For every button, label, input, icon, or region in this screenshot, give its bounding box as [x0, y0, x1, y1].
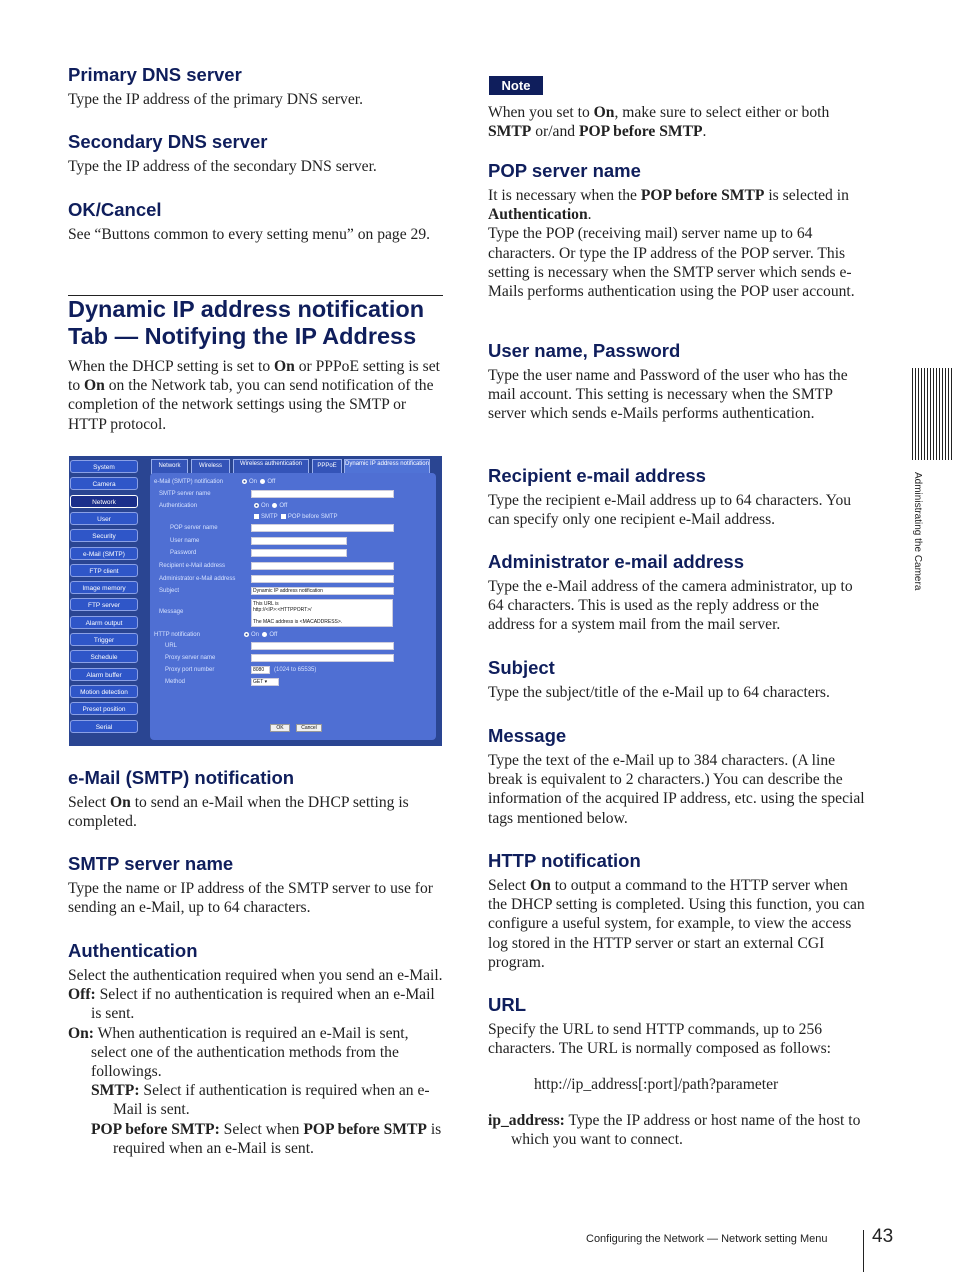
- shot-email-radio[interactable]: On Off: [242, 479, 275, 485]
- heading-email-notif: e-Mail (SMTP) notification: [68, 767, 295, 788]
- user-pass-section: [488, 340, 866, 424]
- text-admin: Type the e-Mail address of the camera administrator, up to 64 characters. This is used as the reply address or the address for a system mail from the mail server.: [488, 578, 853, 634]
- message-section: [488, 725, 866, 828]
- text-auth: Select the authentication required when you send an e-Mail.: [68, 967, 443, 984]
- text-auth-smtp: SMTP: Select if authentication is required when an e-Mail is sent.: [91, 1082, 430, 1119]
- heading-ok-cancel: OK/Cancel: [68, 199, 162, 220]
- text-secondary-dns: Type the IP address of the secondary DNS server.: [68, 158, 377, 175]
- shot-sidebar-item[interactable]: Serial: [70, 720, 138, 733]
- subject-section: [488, 657, 866, 702]
- footer-divider: [863, 1230, 864, 1272]
- shot-label-proxy-name: Proxy server name: [165, 655, 216, 661]
- shot-tab[interactable]: Wireless authentication: [233, 459, 309, 474]
- heading-secondary-dns: Secondary DNS server: [68, 131, 268, 152]
- url-example: http://ip_address[:port]/path?parameter: [534, 1076, 779, 1094]
- text-user-pass: Type the user name and Password of the user who has the mail account. This setting is necessary when the SMTP server which sends e-Mails performs authentication.: [488, 367, 848, 423]
- email-notif-section: [68, 767, 444, 831]
- shot-label-smtp: SMTP server name: [159, 491, 211, 497]
- shot-label-message: Message: [159, 609, 184, 615]
- text-http: Select On to output a command to the HTTP server when the DHCP setting is completed. Using this function, you can configure a useful system, for example, to view the access log stored in the HTTP server or start an external CGI program.: [488, 877, 865, 971]
- url-section: [488, 994, 866, 1149]
- shot-label-subject: Subject: [159, 588, 180, 594]
- heading-pop-name: POP server name: [488, 160, 641, 181]
- shot-smtp-input[interactable]: [251, 490, 394, 498]
- text-pop-name-1: It is necessary when the POP before SMTP is selected in Authentication.: [488, 187, 849, 224]
- shot-sidebar-item[interactable]: User: [70, 512, 138, 525]
- shot-sidebar-item[interactable]: e-Mail (SMTP): [70, 547, 138, 560]
- shot-message-textarea[interactable]: This URL is http://<IP>:<HTTPPORT>/ The MAC address is <MACADDRESS>.: [251, 599, 393, 627]
- shot-url-input[interactable]: [251, 642, 394, 650]
- ok-cancel-section: [68, 199, 444, 244]
- shot-sidebar-item[interactable]: Trigger: [70, 633, 138, 646]
- heading-subject: Subject: [488, 657, 555, 678]
- shot-subject-input[interactable]: Dynamic IP address notification: [251, 587, 394, 595]
- shot-label-recipient: Recipient e-Mail address: [159, 563, 226, 569]
- intro-paragraph: When the DHCP setting is set to On or PPPoE setting is set to On on the Network tab, you can send notification of the completion of the network settings using the SMTP or HTTP protocol.: [68, 358, 440, 433]
- shot-pop-input[interactable]: [251, 524, 394, 532]
- auth-section: [68, 940, 444, 1158]
- side-label: Administrating the Camera: [912, 472, 923, 591]
- shot-label-method: Method: [165, 679, 186, 685]
- shot-sidebar-item[interactable]: Network: [70, 495, 138, 508]
- shot-tab[interactable]: Network: [151, 459, 188, 474]
- shot-tab[interactable]: PPPoE: [312, 459, 342, 474]
- shot-label-auth: Authentication: [159, 503, 198, 509]
- shot-cancel-button[interactable]: Cancel: [296, 724, 322, 732]
- text-ip-address: ip_address: Type the IP address or host name of the host to which you want to connect.: [488, 1111, 861, 1148]
- pop-name-section: [488, 160, 866, 301]
- text-ok-cancel: See “Buttons common to every setting menu” on page 29.: [68, 226, 431, 243]
- shot-tab[interactable]: Dynamic IP address notification: [344, 459, 430, 474]
- heading-recipient: Recipient e-mail address: [488, 465, 706, 486]
- text-primary-dns: Type the IP address of the primary DNS server.: [68, 91, 363, 108]
- shot-password-input[interactable]: [251, 549, 347, 557]
- secondary-dns-section: [68, 131, 444, 176]
- text-url: Specify the URL to send HTTP commands, up to 256 characters. The URL is normally composed as follows:: [488, 1021, 831, 1058]
- heading-auth: Authentication: [68, 940, 198, 961]
- heading-url: URL: [488, 994, 527, 1015]
- section-title-line-1: Dynamic IP address notification: [68, 296, 425, 322]
- note-text: When you set to On, make sure to select either or both SMTP or/and POP before SMTP.: [488, 104, 830, 141]
- shot-sidebar-item[interactable]: Alarm buffer: [70, 668, 138, 681]
- text-subject: Type the subject/title of the e-Mail up to 64 characters.: [488, 684, 830, 701]
- shot-label-admin: Administrator e-Mail address: [159, 576, 236, 582]
- heading-smtp-name: SMTP server name: [68, 853, 234, 874]
- shot-method-select[interactable]: GET ▾: [251, 678, 279, 686]
- footer-text: Configuring the Network — Network setting Menu: [586, 1233, 828, 1245]
- http-section: [488, 850, 866, 972]
- shot-ok-button[interactable]: OK: [270, 724, 290, 732]
- shot-sidebar-item[interactable]: Motion detection: [70, 685, 138, 698]
- text-email-notif: Select On to send an e-Mail when the DHCP setting is completed.: [68, 794, 409, 831]
- shot-label-url: URL: [165, 643, 178, 649]
- shot-sidebar-item[interactable]: Security: [70, 529, 138, 542]
- shot-recipient-input[interactable]: [251, 562, 394, 570]
- primary-dns-section: [68, 64, 444, 109]
- text-recipient: Type the recipient e-Mail address up to 64 characters. You can specify only one recipient e-Mail address.: [488, 492, 852, 529]
- section-title-line-2: Tab — Notifying the IP Address: [68, 323, 417, 349]
- settings-screenshot: [69, 456, 442, 746]
- shot-sidebar-item[interactable]: Alarm output: [70, 616, 138, 629]
- side-thumb-tab: [912, 368, 954, 460]
- shot-auth-checks[interactable]: SMTP POP before SMTP: [254, 514, 337, 520]
- text-message: Type the text of the e-Mail up to 384 characters. (A line break is equivalent to 2 characters.) You can describe the information of the acquired IP address, etc. using the special tags mentioned below.: [488, 752, 865, 827]
- shot-label-user: User name: [170, 538, 200, 544]
- shot-sidebar-item[interactable]: Preset position: [70, 702, 138, 715]
- page-number: 43: [872, 1226, 894, 1247]
- section-title: [68, 296, 444, 350]
- text-auth-off: Off: Select if no authentication is required when an e-Mail is sent.: [68, 986, 435, 1023]
- smtp-name-section: [68, 853, 444, 917]
- shot-label-email: e-Mail (SMTP) notification: [154, 479, 224, 485]
- admin-section: [488, 551, 866, 635]
- text-auth-pop: POP before SMTP: Select when POP before SMTP is required when an e-Mail is sent.: [91, 1120, 442, 1157]
- shot-sidebar-item[interactable]: System: [70, 460, 138, 473]
- shot-user-input[interactable]: [251, 537, 347, 545]
- text-smtp-name: Type the name or IP address of the SMTP server to use for sending an e-Mail, up to 64 characters.: [68, 880, 433, 917]
- shot-sidebar-item[interactable]: Camera: [70, 477, 138, 490]
- heading-primary-dns: Primary DNS server: [68, 64, 242, 85]
- shot-label-http: HTTP notification: [154, 632, 200, 638]
- shot-label-proxy-port: Proxy port number: [165, 667, 215, 673]
- shot-proxy-name-input[interactable]: [251, 654, 394, 662]
- heading-http: HTTP notification: [488, 850, 641, 871]
- recipient-section: [488, 465, 866, 529]
- shot-sidebar-item[interactable]: FTP client: [70, 564, 138, 577]
- note-label: Note: [489, 76, 543, 95]
- heading-user-pass: User name, Password: [488, 340, 681, 361]
- shot-sidebar-item[interactable]: Image memory: [70, 581, 138, 594]
- text-auth-on: On: When authentication is required an e-Mail is sent, select one of the authentication methods from the followings.: [68, 1024, 409, 1081]
- shot-label-password: Password: [170, 550, 197, 556]
- shot-sidebar-item[interactable]: FTP server: [70, 598, 138, 611]
- shot-proxy-port-input[interactable]: 8080: [251, 666, 270, 674]
- heading-admin: Administrator e-mail address: [488, 551, 744, 572]
- shot-admin-input[interactable]: [251, 575, 394, 583]
- heading-message: Message: [488, 725, 567, 746]
- shot-tab[interactable]: Wireless: [191, 459, 230, 474]
- text-pop-name-2: Type the POP (receiving mail) server name up to 64 characters. Or type the IP address of the POP server. This setting is necessary when the SMTP server which sends e-Mails performs authentication using the POP user account.: [488, 225, 855, 301]
- shot-http-radio[interactable]: On Off: [244, 632, 277, 638]
- shot-auth-radio[interactable]: On Off: [254, 503, 287, 509]
- shot-sidebar-item[interactable]: Schedule: [70, 650, 138, 663]
- shot-label-pop: POP server name: [170, 525, 218, 531]
- shot-port-range: (1024 to 65535): [274, 667, 317, 673]
